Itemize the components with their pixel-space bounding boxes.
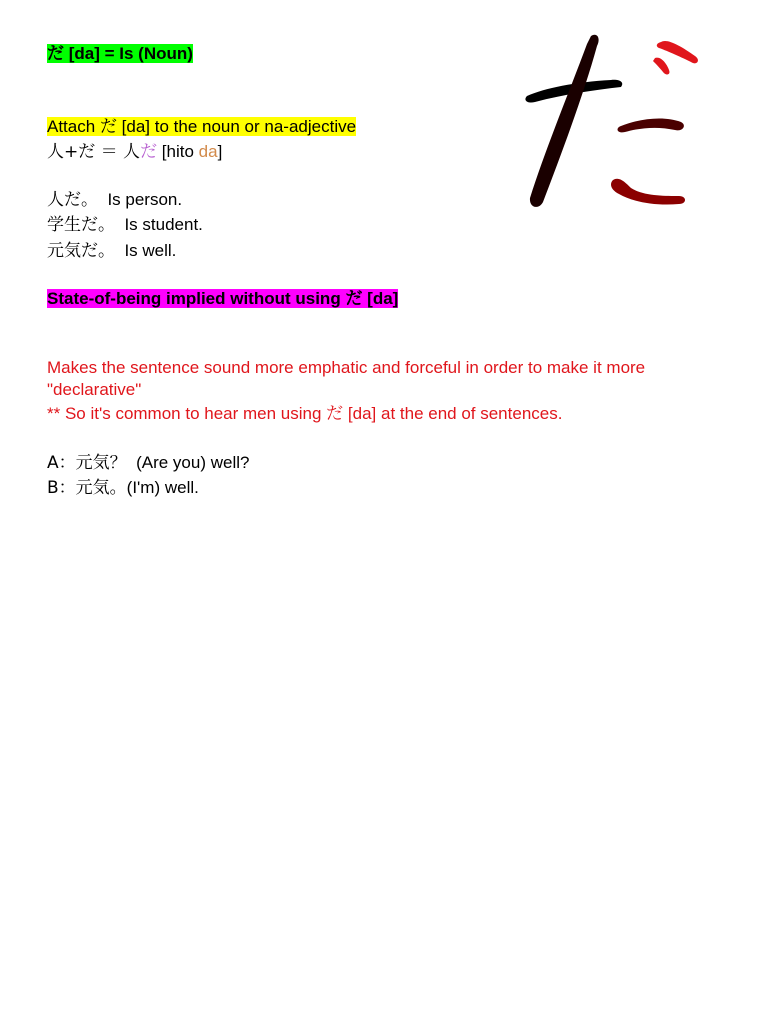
attach-kana: だ	[99, 117, 117, 137]
attach-line	[47, 116, 356, 138]
dialogue-speaker: A：	[47, 453, 76, 473]
note-line2-kana: だ	[326, 404, 344, 424]
dialogue-en: (Are you) well?	[136, 453, 250, 472]
example-en: Is person.	[107, 190, 183, 209]
da-stroke-upper-right	[618, 119, 684, 133]
example-en: Is student.	[124, 215, 203, 234]
example-en: Is well.	[124, 241, 177, 260]
state-heading-line	[47, 288, 398, 310]
da-hiragana-brush-icon	[515, 30, 715, 215]
title-highlight	[47, 44, 193, 63]
example-line	[47, 214, 203, 236]
note-line2-prefix: ** So it's common to hear men using	[47, 404, 322, 423]
formula-line	[47, 141, 222, 163]
title-line	[47, 43, 193, 65]
dialogue-en: (I'm) well.	[126, 478, 199, 497]
state-heading-highlight	[47, 289, 398, 308]
title-text: [da] = Is (Noun)	[68, 44, 193, 63]
dialogue-speaker: B：	[47, 478, 76, 498]
formula-bracket-open: [hito	[161, 142, 194, 161]
note-line2-suffix: [da] at the end of sentences.	[347, 404, 563, 423]
attach-highlight	[47, 117, 356, 136]
state-heading-text: State-of-being implied without using	[47, 289, 341, 308]
formula-kana: だ	[140, 142, 158, 162]
formula-bracket-close: ]	[217, 142, 223, 161]
formula-da: da	[198, 142, 218, 161]
formula-lhs: 人+だ ＝ 人	[47, 142, 141, 162]
dialogue-jp: 元気。	[75, 478, 127, 498]
attach-suffix: [da] to the noun or na-adjective	[121, 117, 357, 136]
note-line2	[47, 403, 562, 425]
da-stroke-lower-right	[611, 179, 685, 205]
example-jp: 元気だ。	[47, 241, 115, 261]
state-heading-suffix: [da]	[367, 289, 399, 308]
state-heading-kana: だ	[345, 289, 363, 309]
da-dakuten-mark-2	[653, 58, 669, 75]
attach-prefix: Attach	[47, 117, 96, 136]
example-line	[47, 240, 176, 262]
note-line1: Makes the sentence sound more emphatic and forceful in order to make it more "declarative"	[47, 358, 646, 399]
example-line	[47, 189, 182, 211]
da-dakuten-mark-1	[657, 41, 698, 63]
dialogue-line	[47, 477, 199, 499]
note-paragraph	[47, 357, 727, 401]
dialogue-line	[47, 452, 249, 474]
example-jp: 学生だ。	[47, 215, 115, 235]
example-jp: 人だ。	[47, 190, 98, 210]
dialogue-jp: 元気？	[75, 453, 127, 473]
da-stroke-diagonal	[530, 35, 599, 207]
title-kana: だ	[47, 44, 64, 64]
